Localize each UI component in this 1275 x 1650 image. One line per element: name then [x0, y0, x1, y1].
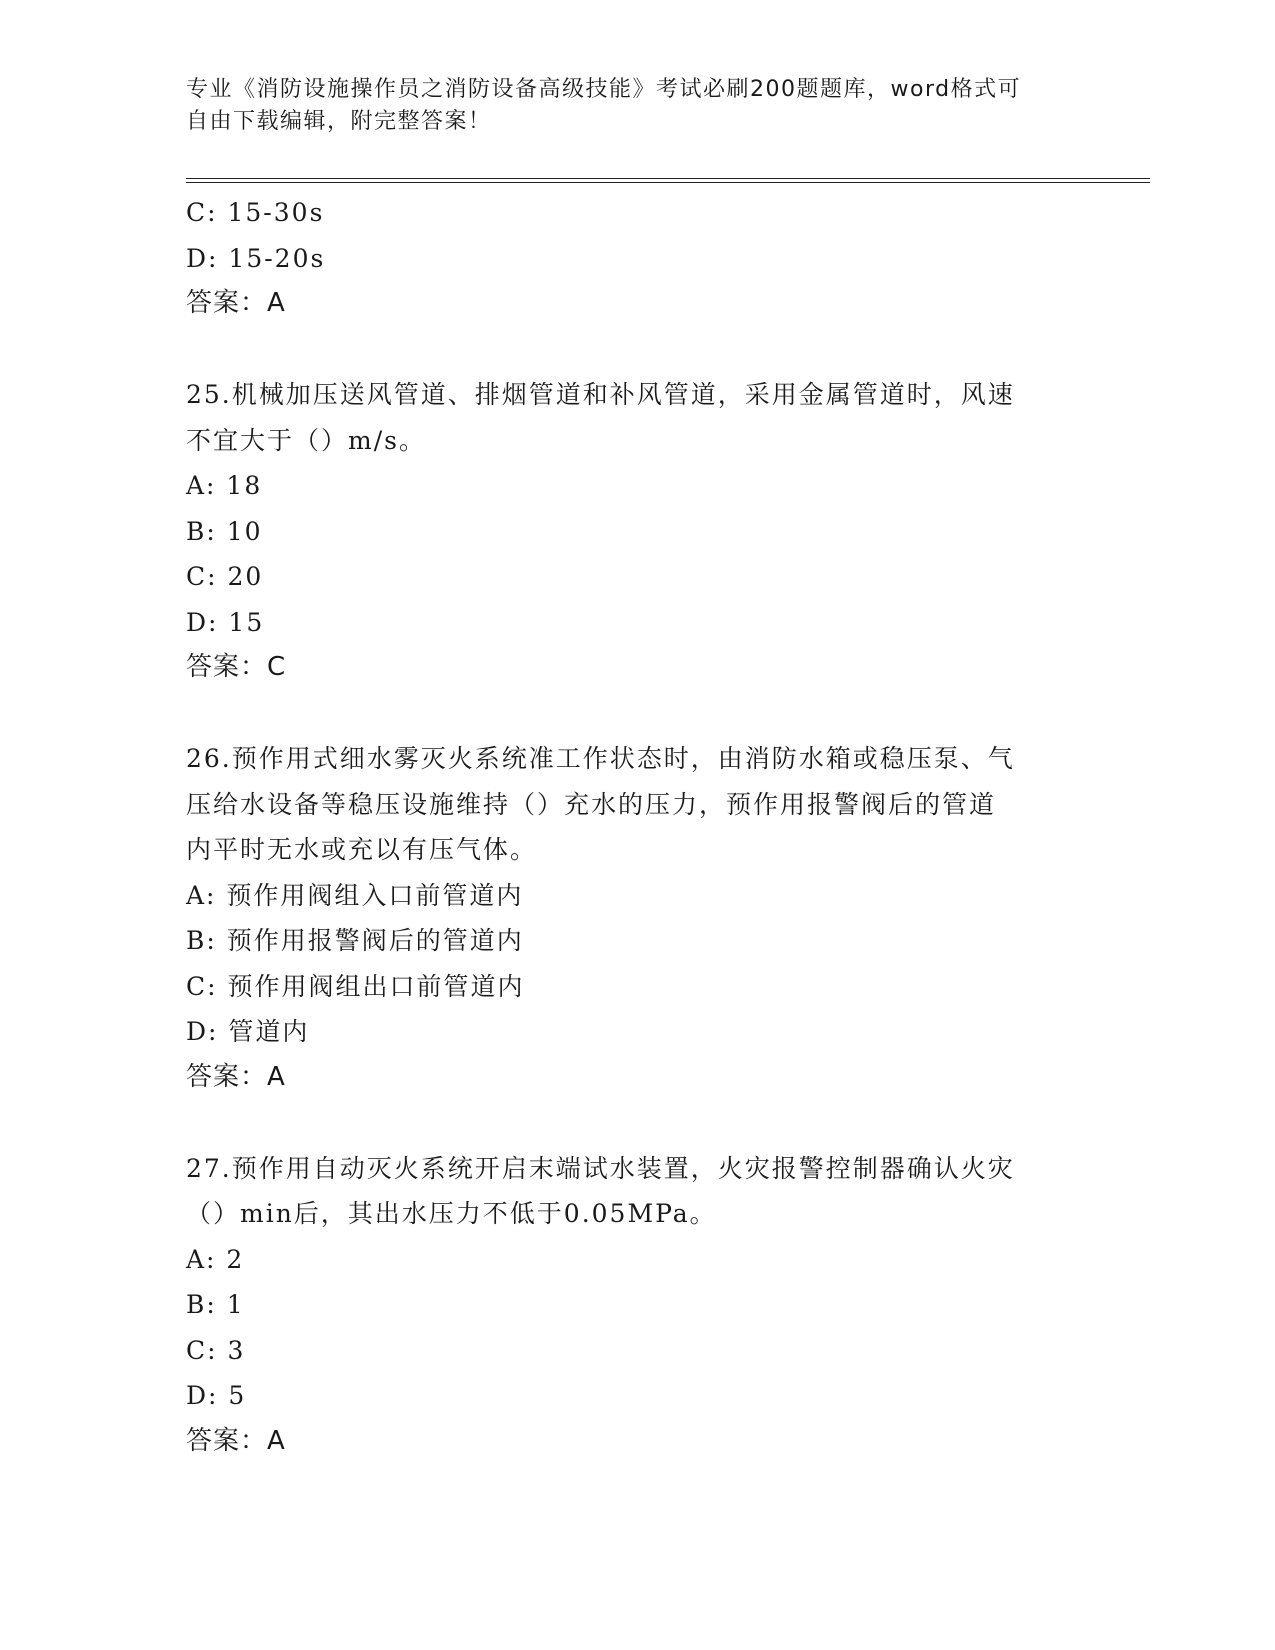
answer-line: 答案：A — [186, 288, 286, 318]
question-stem-line: 27.预作用自动灭火系统开启末端试水装置，火灾报警控制器确认火灾 — [186, 1153, 1015, 1183]
question-block-26 — [186, 736, 1086, 1100]
option-a: A: 18 — [186, 471, 263, 500]
question-list — [186, 190, 1086, 1464]
question-stem-line: 25.机械加压送风管道、排烟管道和补风管道，采用金属管道时，风速 — [186, 380, 1015, 409]
option-c: C: 预作用阀组出口前管道内 — [186, 971, 525, 1001]
option-a: A: 2 — [186, 1244, 245, 1274]
option-a: A: 预作用阀组入口前管道内 — [186, 880, 524, 910]
option-d: D: 管道内 — [186, 1017, 310, 1046]
question-block-24 — [186, 190, 1086, 327]
spacer — [186, 691, 1086, 737]
option-d: D: 15 — [186, 607, 265, 637]
answer-line: 答案：C — [186, 652, 287, 682]
question-stem-line: 内平时无水或充以有压气体。 — [186, 835, 538, 864]
option-c: C: 20 — [186, 562, 264, 591]
page-header — [186, 74, 1066, 138]
question-stem-line: 压给水设备等稳压设施维持（）充水的压力，预作用报警阀后的管道 — [186, 789, 997, 819]
header-divider — [186, 178, 1150, 183]
question-stem-line: （）min后，其出水压力不低于0.05MPa。 — [186, 1199, 717, 1228]
option-d: D: 5 — [186, 1381, 247, 1410]
question-stem-line: 不宜大于（）m/s。 — [186, 425, 426, 455]
answer-line: 答案：A — [186, 1425, 286, 1456]
spacer — [186, 1100, 1086, 1146]
option-b: B: 10 — [186, 516, 263, 546]
answer-line: 答案：A — [186, 1061, 286, 1092]
header-title-line-1: 专业《消防设施操作员之消防设备高级技能》考试必刷200题题库，word格式可 — [186, 77, 1022, 102]
option-c: C: 3 — [186, 1335, 246, 1365]
option-b: B: 1 — [186, 1290, 245, 1319]
option-c: C: 15-30s — [186, 198, 325, 227]
spacer — [186, 327, 1086, 373]
header-title-line-2: 自由下载编辑，附完整答案！ — [186, 109, 492, 134]
question-block-25 — [186, 372, 1086, 691]
question-stem-line: 26.预作用式细水雾灭火系统准工作状态时，由消防水箱或稳压泵、气 — [186, 744, 1015, 773]
option-d: D: 15-20s — [186, 243, 326, 273]
question-block-27 — [186, 1146, 1086, 1465]
option-b: B: 预作用报警阀后的管道内 — [186, 926, 524, 955]
